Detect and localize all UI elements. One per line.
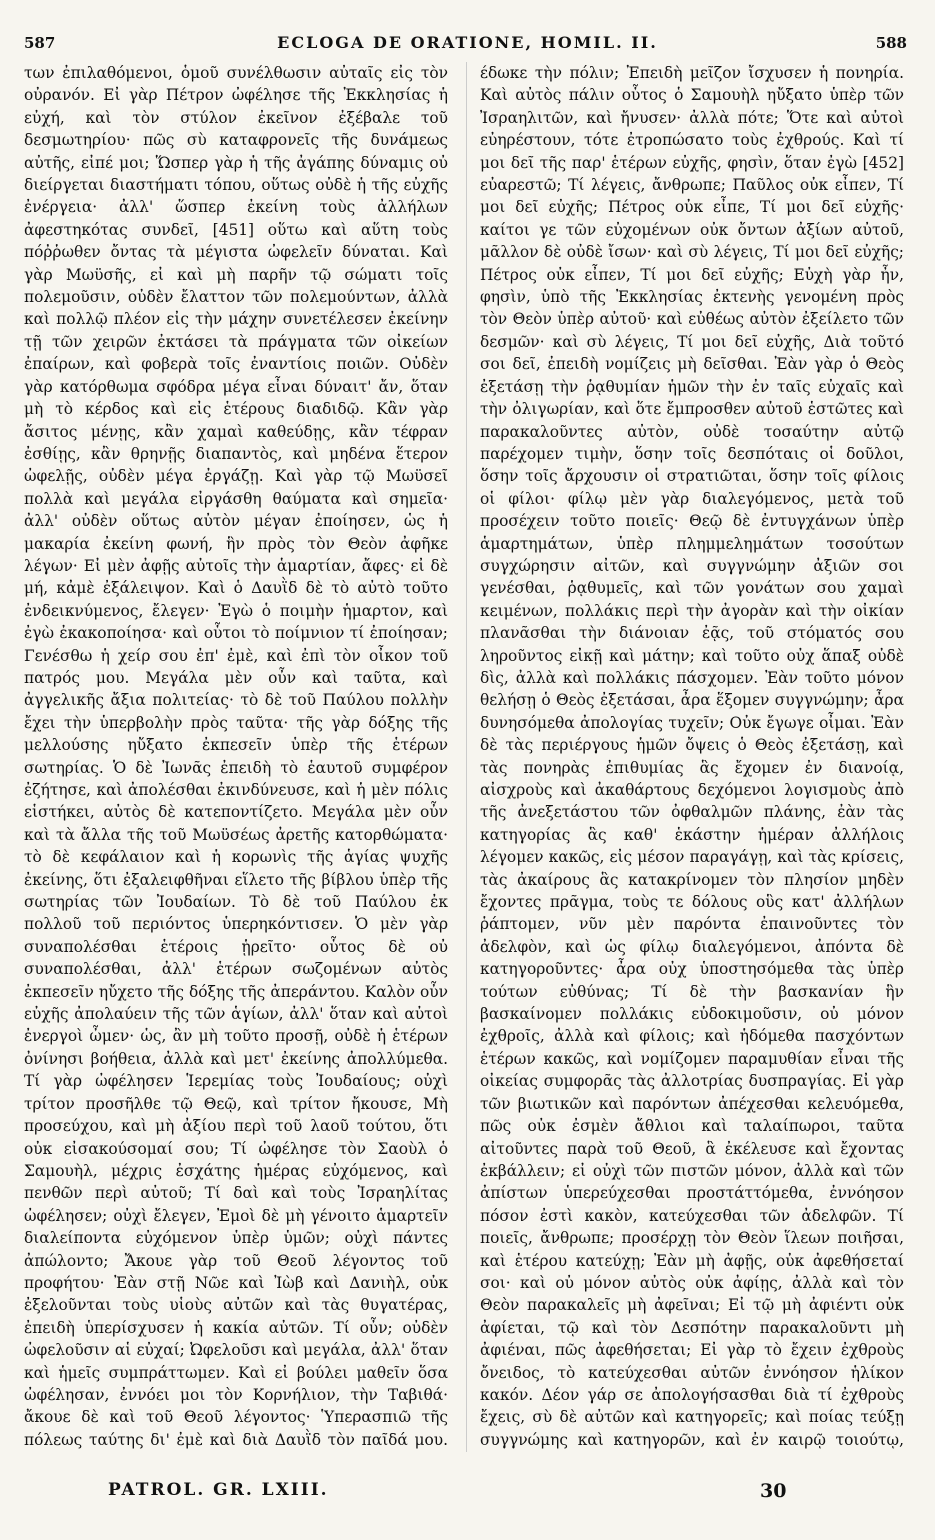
right-column [480, 62, 904, 1452]
left-column-text: των ἐπιλαθόμενοι, ὁμοῦ συνέλθωσιν αὐταῖς εἰς τὸν οὐρανόν. Εἰ γὰρ Πέτρον ὠφέλησε τῆς Ἐκκλησίας ἡ εὐχή, καὶ τὸν στύλον ἐκεῖνον ἐξέβαλε τοῦ δεσμωτηρίου· πῶς σὺ καταφρονεῖς τῆς δυνάμεως αὐτῆς, εἰπέ μοι; Ὥσπερ γὰρ ἡ τῆς ἀγάπης δύναμις οὐ διείργεται διαστήματι τόπου, οὕτως οὐδὲ ἡ τῆς εὐχῆς ἐνέργεια· ἀλλ' ὥσπερ ἐκείνη τοὺς ἀλλήλων ἀφεστηκότας συνδεῖ, [451] οὕτω καὶ αὕτη τοὺς πόῤῥωθεν ὄντας τὰ μέγιστα ὠφελεῖν δύναται. Καὶ γὰρ Μωϋσῆς, εἰ καὶ μὴ παρῆν τῷ σώματι τοῖς πολεμοῦσιν, οὐδὲν ἔλαττον τῶν πολεμούντων, ἀλλὰ καὶ πολλῷ πλέον εἰς τὴν μάχην συνετέλεσεν ἐκείνην τῇ τῶν χειρῶν ἐκτάσει τὰ πράγματα τῶν οἰκείων ἐπαίρων, καὶ φοβερὰ τοῖς ἐναντίοις ποιῶν. Οὐδὲν γὰρ κατόρθωμα σφόδρα μέγα εἶναι δύναιτ' ἄν, ὅταν μὴ τὸ κέρδος καὶ εἰς ἑτέρους διαδιδῷ. Κἂν γὰρ ἄσιτος μένῃς, κἂν χαμαὶ καθεύδῃς, κἂν τέφραν ἐσθίῃς, κἂν θρηνῇς διαπαντὸς, καὶ μηδένα ἕτερον ὠφελῇς, οὐδὲν μέγα ἐργάζῃ. Καὶ γὰρ τῷ Μωϋσεῖ πολλὰ καὶ μεγάλα εἰργάσθη θαύματα καὶ σημεῖα· ἀλλ' οὐδὲν οὕτως αὐτὸν μέγαν ἐποίησεν, ὡς ἡ μακαρία ἐκείνη φωνή, ἣν πρὸς τὸν Θεὸν ἀφῆκε λέγων· Εἰ μὲν ἀφῇς αὐτοῖς τὴν ἁμαρτίαν, ἄφες· εἰ δὲ μή, κἀμὲ ἐξάλειψον. Καὶ ὁ Δαυῒδ δὲ τὸ αὐτὸ τοῦτο ἐνδεικνύμενος, ἔλεγεν· Ἐγὼ ὁ ποιμὴν ἡμαρτον, καὶ ἐγὼ ἐκακοποίησα· καὶ οὗτοι τὸ ποίμνιον τί ἐποίησαν; Γενέσθω ἡ χείρ σου ἐπ' ἐμὲ, καὶ ἐπὶ τὸν οἶκον τοῦ πατρός μου. Μεγάλα μὲν οὖν καὶ ταῦτα, καὶ ἀγγελικῆς ἄξια πολιτείας· τὸ δὲ τοῦ Παύλου πολλὴν ἔχει τὴν ὑπερβολὴν πρὸς ταῦτα· τῆς γὰρ δόξης τῆς μελλούσης ηὔξατο ἐκπεσεῖν ὑπὲρ τῆς ἑτέρων σωτηρίας. Ὁ δὲ Ἰωνᾶς ἐπειδὴ τὸ ἑαυτοῦ συμφέρον ἐζήτησε, καὶ ἀπολέσθαι ἐκινδύνευσε, καὶ ἡ μὲν πόλις εἱστήκει, αὐτὸς δὲ κατεποντίζετο. Μεγάλα μὲν οὖν καὶ τὰ ἄλλα τῆς τοῦ Μωϋσέως ἀρετῆς κατορθώματα· τὸ δὲ κεφάλαιον καὶ ἡ κορωνὶς τῆς ἁγίας ψυχῆς ἐκείνης, ὅτι ἐξαλειφθῆναι εἵλετο τῆς βίβλου ὑπὲρ τῆς σωτηρίας τῶν Ἰουδαίων. Τὸ δὲ τοῦ Παύλου ἐκ πολλοῦ τοῦ περιόντος ὑπερηκόντισεν. Ὁ μὲν γὰρ συναπολέσθαι ἑτέροις ᾑρεῖτο· οὗτος δὲ οὐ συναπολέσθαι, ἀλλ' ἑτέρων σωζομένων αὐτὸς ἐκπεσεῖν ηὔχετο τῆς δόξης τῆς ἀπεράντου. Καλὸν οὖν εὐχῆς ἀπολαύειν τῆς τῶν ἁγίων, ἀλλ' ὅταν καὶ αὐτοὶ ἐνεργοὶ ὦμεν· ὡς, ἂν μὴ τοῦτο προσῇ, οὐδὲ ἡ ἑτέρων ὀνίνησι βοήθεια, ἀλλὰ καὶ μετ' ἐκείνης ἀπολλύμεθα. Τί γὰρ ὠφέλησεν Ἱερεμίας τοὺς Ἰουδαίους; οὐχὶ τρίτον προσῆλθε τῷ Θεῷ, καὶ τρίτον ἤκουσε, Μὴ προσεύχου, καὶ μὴ ἀξίου περὶ τοῦ λαοῦ τούτου, ὅτι οὐκ εἰσακούσομαί σου; Τί ὠφέλησε τὸν Σαοὺλ ὁ Σαμουὴλ, μέχρις ἐσχάτης ἡμέρας εὐχόμενος, καὶ πενθῶν περὶ αὐτοῦ; Τί δαὶ καὶ τοὺς Ἰσραηλίτας ὠφέλησεν; οὐχὶ ἔλεγεν, Ἐμοὶ δὲ μὴ γένοιτο ἁμαρτεῖν διαλείποντα εὐχόμενον ὑπὲρ ὑμῶν; οὐχὶ πάντες ἀπώλοντο; Ἄκουε γὰρ τοῦ Θεοῦ λέγοντος τοῦ προφήτου· Ἐὰν στῇ Νῶε καὶ Ἰὼβ καὶ Δανιὴλ, οὐκ ἐξελοῦνται τοὺς υἱοὺς αὐτῶν καὶ τὰς θυγατέρας, ἐπειδὴ ὑπερίσχυσεν ἡ κακία αὐτῶν. Τί οὖν; οὐδὲν ὠφελοῦσιν αἱ εὐχαί; Ὠφελοῦσι καὶ μεγάλα, ἀλλ' ὅταν καὶ ἡμεῖς συμπράττωμεν. Καὶ εἰ βούλει μαθεῖν ὅσα ὠφέλησαν, ἐννόει μοι τὸν Κορνήλιον, τὴν Ταβιθά· ἄκουε δὲ καὶ τοῦ Θεοῦ λέγοντος· Ὑπερασπιῶ τῆς πόλεως ταύτης δι' ἐμὲ καὶ διὰ Δαυῒδ τὸν παῖδά μου. [24, 64, 448, 1449]
left-column [24, 62, 448, 1452]
footer-signature: 30 [760, 1480, 787, 1502]
left-page-number: 587 [24, 34, 56, 52]
right-column-text: έδωκε τὴν πόλιν; Ἐπειδὴ μεῖζον ἴσχυσεν ἡ πονηρία. Καὶ αὐτὸς πάλιν οὗτος ὁ Σαμουὴλ ηὔξατο ὑπὲρ τῶν Ἰσραηλιτῶν, καὶ ἤνυσεν· ἀλλὰ πότε; Ὅτε καὶ αὐτοὶ εὐηρέστουν, τότε ἐτροπώσατο τοὺς ἐχθρούς. Καὶ τί μοι δεῖ τῆς παρ' ἑτέρων εὐχῆς, φησὶν, ὅταν ἐγὼ [452] εὐαρεστῶ; Τί λέγεις, ἄνθρωπε; Παῦλος οὐκ εἶπεν, Τί μοι δεῖ εὐχῆς; Πέτρος οὐκ εἶπε, Τί μοι δεῖ εὐχῆς· καίτοι γε τῶν εὐχομένων οὐκ ὄντων ἀξίων αὐτοῦ, μᾶλλον δὲ οὐδὲ ἴσων· καὶ σὺ λέγεις, Τί μοι δεῖ εὐχῆς; Πέτρος οὐκ εἶπεν, Τί μοι δεῖ εὐχῆς; Εὐχὴ γὰρ ἦν, φησὶν, ὑπὸ τῆς Ἐκκλησίας ἐκτενὴς γενομένη πρὸς τὸν Θεὸν ὑπὲρ αὐτοῦ· καὶ εὐθέως αὐτὸν ἐξείλετο τῶν δεσμῶν· καὶ σὺ λέγεις, Τί μοι δεῖ εὐχῆς, Διὰ τοῦτό σοι δεῖ, ἐπειδὴ νομίζεις μὴ δεῖσθαι. Ἐὰν γὰρ ὁ Θεὸς ἐξετάσῃ τὴν ῥᾳθυμίαν ἡμῶν τὴν ἐν ταῖς εὐχαῖς καὶ τὴν ὀλιγωρίαν, καὶ ὅτε ἔμπροσθεν αὐτοῦ ἑστῶτες καὶ παρακαλοῦντες αὐτὸν, οὐδὲ τοσαύτην αὐτῷ παρέχομεν τιμὴν, ὅσην τοῖς δεσπόταις οἱ δοῦλοι, ὅσην τοῖς ἄρχουσιν οἱ στρατιῶται, ὅσην τοῖς φίλοις οἱ φίλοι· φίλῳ μὲν γὰρ διαλεγόμενος, μετὰ τοῦ προσέχειν τοῦτο ποιεῖς· Θεῷ δὲ ἐντυγχάνων ὑπὲρ ἁμαρτημάτων, ὑπὲρ πλημμελημάτων τοσούτων συγχώρησιν αἰτῶν, καὶ συγγνώμην ἀξιῶν σοι γενέσθαι, ῥᾳθυμεῖς, καὶ τῶν γονάτων σου χαμαὶ κειμένων, πολλάκις περὶ τὴν ἀγορὰν καὶ τὴν οἰκίαν πλανᾶσθαι τὴν διάνοιαν ἐᾷς, τοῦ στόματός σου ληροῦντος εἰκῇ καὶ μάτην; καὶ τοῦτο οὐχ ἅπαξ οὐδὲ δὶς, ἀλλὰ καὶ πολλάκις πάσχομεν. Ἐὰν τοῦτο μόνον θελήσῃ ὁ Θεὸς ἐξετάσαι, ἆρα ἕξομεν συγγνώμην; ἆρα δυνησόμεθα ἀπολογίας τυχεῖν; Οὐκ ἔγωγε οἶμαι. Ἐὰν δὲ τὰς περιέργους ἡμῶν ὄψεις ὁ Θεὸς ἐξετάσῃ, καὶ τὰς πονηρὰς ἐπιθυμίας ἃς ἔχομεν ἐν διανοίᾳ, αἰσχροὺς καὶ ἀκαθάρτους δεχόμενοι λογισμοὺς ἀπὸ τῆς ἀνεξετάστου τῶν ὀφθαλμῶν πλάνης, ἐὰν τὰς κατηγορίας ἃς καθ' ἑκάστην ἡμέραν ἀλλήλοις λέγομεν κακῶς, εἰς μέσον παραγάγῃ, καὶ τὰς κρίσεις, τὰς ἀκαίρους ἃς κατακρίνομεν τὸν πλησίον μηδὲν ἔχοντες πρᾶγμα, τοὺς τε δόλους οὓς κατ' ἀλλήλων ῥάπτομεν, νῦν μὲν παρόντα ἐπαινοῦντες τὸν ἀδελφὸν, καὶ ὡς φίλῳ διαλεγόμενοι, ἀπόντα δὲ κατηγοροῦντες· ἆρα οὐχ ὑποστησόμεθα τὰς ὑπὲρ τούτων εὐθύνας; Τί δὲ τὴν βασκανίαν ἣν βασκαίνομεν πολλάκις εὐδοκιμοῦσιν, οὐ μόνον ἐχθροῖς, ἀλλὰ καὶ φίλοις; καὶ ἡδόμεθα πασχόντων ἑτέρων κακῶς, καὶ νομίζομεν παραμυθίαν εἶναι τῆς οἰκείας συμφορᾶς τὰς ἀλλοτρίας δυσπραγίας. Εἰ γὰρ τῶν βιωτικῶν καὶ παρόντων ἀπέχεσθαι κελευόμεθα, πῶς οὐκ ἐσμὲν ἄθλιοι καὶ ταλαίπωροι, ταῦτα αἰτοῦντες παρὰ τοῦ Θεοῦ, ἃ ἐκέλευσε καὶ ἔχοντας ἐκβάλλειν; εἰ οὐχὶ τῶν πιστῶν μόνον, ἀλλὰ καὶ τῶν ἀπίστων ὑπερεύχεσθαι προστάττόμεθα, ἐννόησον πόσον ἐστὶ κακὸν, κατεύχεσθαι τῶν ἀδελφῶν. Τί ποιεῖς, ἄνθρωπε; προσέρχῃ τὸν Θεὸν ἵλεων ποιῆσαι, καὶ ἑτέρου κατεύχῃ; Ἐὰν μὴ ἀφῇς, οὐκ ἀφεθήσεταί σοι· καὶ οὐ μόνον αὐτὸς οὐκ ἀφίῃς, ἀλλὰ καὶ τὸν Θεὸν παρακαλεῖς μὴ ἀφεῖναι; Εἰ τῷ μὴ ἀφιέντι οὐκ ἀφίεται, τῷ καὶ τὸν Δεσπότην παρακαλοῦντι μὴ ἀφιέναι, πῶς ἀφεθήσεται; Εἰ γὰρ τὸ ἔχειν ἐχθροὺς ὄνειδος, τὸ κατεύχεσθαι αὐτῶν ἐννόησον ἡλίκον κακόν. Δέον γάρ σε ἀπολογήσασθαι διὰ τί ἐχθροὺς ἔχεις, σὺ δὲ αὐτῶν καὶ κατηγορεῖς; καὶ ποίας τεύξῃ συγγνώμης καὶ κατηγορῶν, καὶ ἐν καιρῷ τοιούτῳ, [480, 64, 904, 1449]
running-title: ECLOGA DE ORATIONE, HOMIL. II. [277, 33, 658, 52]
column-divider [466, 62, 467, 1452]
right-page-number: 588 [875, 34, 907, 52]
footer-source: PATROL. GR. LXIII. [108, 1480, 329, 1500]
